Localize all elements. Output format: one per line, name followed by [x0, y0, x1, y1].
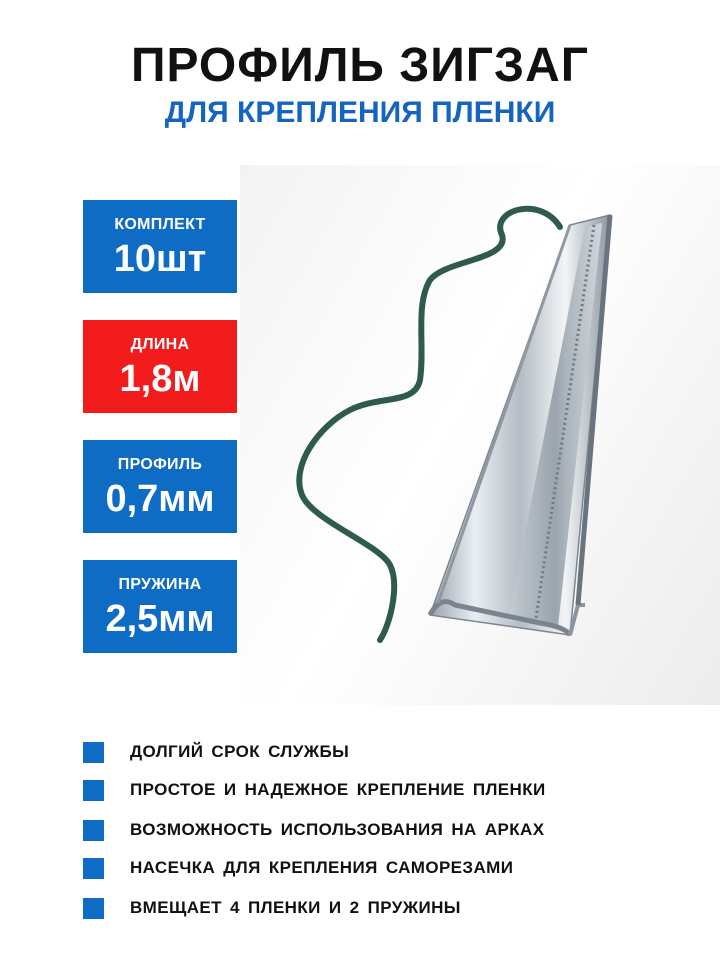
badge-profile-label: ПРОФИЛЬ	[117, 456, 203, 473]
bullet-square-icon	[83, 742, 104, 763]
feature-text: НАСЕЧКА ДЛЯ КРЕПЛЕНИЯ САМОРЕЗАМИ	[130, 858, 514, 877]
badge-spring-value: 2,5мм	[105, 598, 215, 640]
zigzag-profile-channel	[430, 215, 610, 635]
bullet-square-icon	[83, 898, 104, 919]
badge-length-label: ДЛИНА	[130, 336, 190, 353]
badge-spring-label: ПРУЖИНА	[118, 576, 202, 593]
page-title: ПРОФИЛЬ ЗИГЗАГ	[131, 39, 589, 92]
feature-item	[83, 856, 643, 880]
badge-kit-value: 10шт	[113, 238, 207, 280]
bullet-square-icon	[83, 820, 104, 841]
badge-spring	[83, 560, 237, 653]
badge-length	[83, 320, 237, 413]
feature-item	[83, 818, 643, 842]
badge-kit-label: КОМПЛЕКТ	[114, 216, 206, 233]
bullet-square-icon	[83, 780, 104, 801]
badge-profile-value: 0,7мм	[105, 478, 215, 520]
feature-text: ПРОСТОЕ И НАДЕЖНОЕ КРЕПЛЕНИЕ ПЛЕНКИ	[130, 780, 546, 799]
feature-text: ВОЗМОЖНОСТЬ ИСПОЛЬЗОВАНИЯ НА АРКАХ	[130, 820, 545, 839]
product-photo	[240, 165, 720, 705]
badge-length-value: 1,8м	[119, 358, 201, 400]
page-subtitle: ДЛЯ КРЕПЛЕНИЯ ПЛЕНКИ	[164, 96, 556, 129]
feature-item	[83, 896, 643, 920]
bullet-square-icon	[83, 858, 104, 879]
badge-kit	[83, 200, 237, 293]
feature-text: ДОЛГИЙ СРОК СЛУЖБЫ	[130, 742, 350, 761]
feature-text: ВМЕЩАЕТ 4 ПЛЕНКИ И 2 ПРУЖИНЫ	[130, 898, 461, 917]
feature-item	[83, 778, 643, 802]
feature-item	[83, 740, 643, 764]
badge-profile	[83, 440, 237, 533]
